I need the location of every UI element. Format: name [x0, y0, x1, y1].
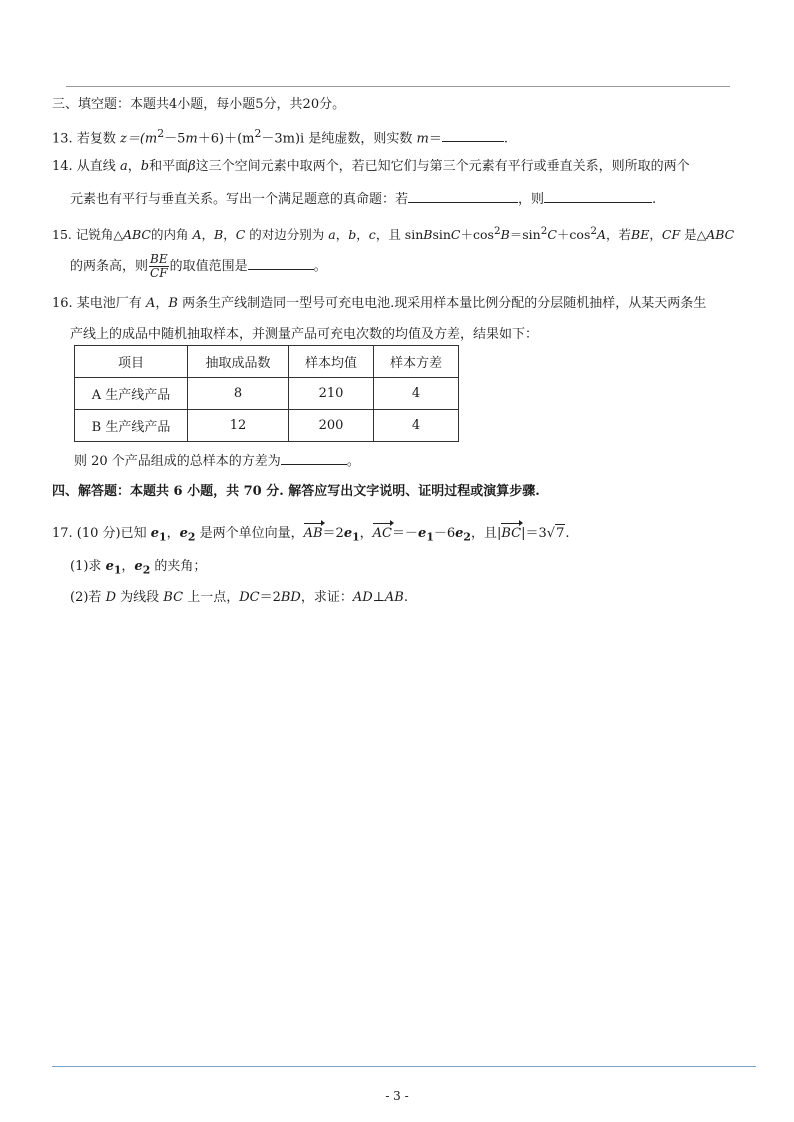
- q17-math: e: [343, 526, 353, 541]
- question-17-part2: [70, 589, 408, 607]
- q17-math: DC: [239, 590, 260, 605]
- q15-math: B: [500, 227, 510, 243]
- q15-math: B: [423, 227, 433, 243]
- q17-math: ＝－: [392, 526, 419, 541]
- q17-math: AB: [384, 590, 404, 605]
- table-header-row: [75, 346, 459, 378]
- q17-text: (2)若: [70, 590, 102, 605]
- footer-rule: [52, 1066, 756, 1067]
- q14-math: b: [140, 159, 150, 174]
- question-15-line1: [52, 222, 734, 244]
- q15-frac-denominator: CF: [150, 266, 168, 280]
- section3-heading: [52, 96, 345, 114]
- q15-math: ABC: [122, 227, 151, 243]
- section4-heading-text: 四、解答题：本题共 6 小题，共 70 分. 解答应写出文字说明、证明过程或演算步骤.: [52, 484, 540, 499]
- q17-math: BC: [163, 590, 184, 605]
- q15-math: C: [547, 227, 557, 243]
- q15-math: a: [328, 227, 336, 243]
- q17-math: AD: [352, 590, 373, 605]
- table-row: [75, 378, 459, 410]
- table-cell: A 生产线产品: [75, 378, 188, 410]
- q17-text: ，: [166, 526, 180, 541]
- q13-number: 13.: [52, 131, 73, 147]
- q17-math: |＝3: [521, 526, 547, 541]
- q17-math: BD: [280, 590, 301, 605]
- q17-sub: 1: [159, 530, 167, 544]
- q17-text: ，: [359, 526, 373, 541]
- q15-answer-blank[interactable]: [248, 257, 314, 270]
- q14-math: a: [119, 159, 128, 174]
- q17-end: .: [403, 590, 408, 605]
- question-17-line1: [52, 524, 569, 547]
- q17-math: e: [179, 526, 188, 541]
- q16-answer-blank[interactable]: [281, 452, 347, 465]
- table-cell: 4: [374, 378, 459, 410]
- question-14-line2: [70, 190, 656, 209]
- q16-end: 。: [346, 454, 360, 469]
- q17-sub: 2: [463, 530, 471, 544]
- q13-answer-blank[interactable]: [442, 129, 504, 142]
- q14-text: ，则: [518, 192, 545, 207]
- sqrt-sign: √: [546, 526, 556, 541]
- q16-text: ，: [155, 296, 169, 311]
- q17-sub: 2: [187, 530, 196, 544]
- table-cell: 8: [188, 378, 289, 410]
- q13-math: ＋6)＋(m: [197, 131, 255, 147]
- q13-math: m: [185, 131, 198, 147]
- question-16-line2: [70, 326, 538, 344]
- q16-text: 两条生产线制造同一型号可充电电池.现采用样本量比例分配的分层随机抽样，从某天两条生: [182, 296, 707, 311]
- q13-text: －3m)i 是纯虚数，则实数: [261, 131, 413, 147]
- perpendicular-symbol: ⊥: [372, 590, 385, 605]
- table-cell: B 生产线产品: [75, 410, 188, 442]
- q17-math: e: [150, 526, 160, 541]
- q15-math: B: [214, 227, 224, 243]
- q15-math: sin: [432, 227, 451, 243]
- q17-sub: 2: [142, 563, 151, 577]
- table-cell: 12: [188, 410, 289, 442]
- question-15-line2: [70, 253, 327, 280]
- q13-end: .: [503, 131, 508, 147]
- q17-text: 17. (10 分)已知: [52, 526, 147, 541]
- q15-math: ABC: [706, 227, 735, 243]
- q14-text: ，: [127, 159, 141, 174]
- vector-AC: AC: [372, 526, 393, 541]
- sqrt-radicand: 7: [556, 526, 565, 541]
- q15-text: ，若: [606, 227, 632, 243]
- q17-text: (1)求: [70, 559, 102, 574]
- q15-text: ，且 sin: [375, 227, 424, 243]
- q15-text: ，: [223, 227, 236, 243]
- q15-end: 。: [313, 259, 327, 274]
- q15-math: BE: [631, 227, 650, 243]
- q15-sup: 2: [493, 225, 501, 237]
- q15-text: 的取值范围是: [169, 259, 248, 274]
- q17-math: e: [105, 559, 114, 574]
- q13-math: －5: [164, 131, 186, 147]
- q15-text: 的两条高，则: [70, 259, 149, 274]
- question-17-part1: [70, 558, 206, 580]
- q16-math: A: [145, 296, 156, 311]
- question-14-line1: [52, 158, 690, 176]
- q14-text: 这三个空间元素中取两个，若已知它们与第三个元素有平行或垂直关系，则所取的两个: [195, 159, 690, 174]
- question-13: [52, 125, 508, 148]
- q13-math: ＝: [428, 131, 442, 147]
- q15-text: 15. 记锐角△: [52, 227, 123, 243]
- q17-math: e: [418, 526, 427, 541]
- q15-frac-numerator: BE: [150, 252, 168, 266]
- section3-heading-text: 三、填空题：本题共4小题，每小题5分，共20分。: [52, 97, 346, 112]
- table-header-cell: 项目: [75, 346, 188, 378]
- q17-math: e: [134, 559, 143, 574]
- vector-AB: AB: [303, 526, 323, 541]
- q15-math: ＝sin: [509, 227, 541, 243]
- page-number: - 3 -: [385, 1089, 409, 1103]
- q15-math: ＋cos: [460, 227, 494, 243]
- q17-text: ，求证：: [300, 590, 353, 605]
- q13-sup: 2: [254, 127, 262, 140]
- q15-fraction: [149, 253, 169, 280]
- q15-sup: 2: [540, 225, 548, 237]
- q15-sup: 2: [590, 225, 597, 237]
- q17-text: 为线段: [120, 590, 160, 605]
- q17-sub: 1: [352, 530, 360, 544]
- q17-end: .: [565, 526, 570, 541]
- header-rule: [66, 86, 730, 87]
- q14-end: .: [652, 192, 657, 207]
- q14-text: 14. 从直线: [52, 159, 116, 174]
- q15-math: A: [597, 227, 607, 243]
- q17-math: －6: [433, 526, 456, 541]
- q17-text: ，且|: [470, 526, 502, 541]
- q14-answer-blank-2[interactable]: [544, 190, 652, 203]
- q16-text: 则 20 个产品组成的总样本的方差为: [74, 454, 281, 469]
- q17-math: ＝2: [259, 590, 281, 605]
- q17-math: D: [105, 590, 116, 605]
- q14-text: 和平面: [149, 159, 189, 174]
- q17-sub: 1: [113, 563, 122, 577]
- q16-text: 16. 某电池厂有: [52, 296, 142, 311]
- q15-math: C: [450, 227, 461, 243]
- q13-sup: 2: [157, 127, 165, 140]
- q14-text: 元素也有平行与垂直关系。写出一个满足题意的真命题：若: [70, 192, 409, 207]
- q15-text: 的内角: [150, 227, 189, 243]
- q17-sub: 1: [426, 530, 434, 544]
- q17-text: ，: [121, 559, 135, 574]
- q15-text: ，: [201, 227, 215, 243]
- q16-data-table: [74, 345, 459, 442]
- q14-math: β: [188, 159, 196, 174]
- q16-math: B: [168, 296, 178, 311]
- table-header-cell: 抽取成品数: [188, 346, 289, 378]
- q16-text: 产线上的成品中随机抽取样本，并测量产品可充电次数的均值及方差，结果如下：: [70, 327, 539, 342]
- table-header-cell: 样本方差: [374, 346, 459, 378]
- q14-answer-blank-1[interactable]: [408, 190, 518, 203]
- q15-text: ，: [335, 227, 349, 243]
- q15-text: ，: [356, 227, 369, 243]
- q15-text: 是△: [684, 227, 707, 243]
- q17-math: e: [455, 526, 464, 541]
- q15-text: 的对边分别为: [249, 227, 325, 243]
- table-cell: 200: [289, 410, 374, 442]
- q15-math: CF: [661, 227, 681, 243]
- question-16-line1: [52, 295, 706, 313]
- q15-text: ，: [649, 227, 662, 243]
- q13-math: m: [416, 131, 429, 147]
- table-cell: 210: [289, 378, 374, 410]
- table-cell: 4: [374, 410, 459, 442]
- q17-math: ＝2: [322, 526, 344, 541]
- question-16-line3: [74, 452, 360, 471]
- vector-BC: BC: [501, 526, 522, 541]
- q17-text: 上一点，: [187, 590, 240, 605]
- q15-math: b: [348, 227, 357, 243]
- q15-math: A: [192, 227, 202, 243]
- q15-math: c: [368, 227, 376, 243]
- q13-math: z＝(m: [119, 131, 158, 147]
- q13-text: 若复数: [76, 131, 116, 147]
- q17-text: 是两个单位向量，: [199, 526, 304, 541]
- table-header-cell: 样本均值: [289, 346, 374, 378]
- section4-heading: [52, 483, 540, 501]
- q15-math: C: [235, 227, 246, 243]
- q15-math: ＋cos: [556, 227, 591, 243]
- q17-text: 的夹角；: [154, 559, 207, 574]
- table-row: [75, 410, 459, 442]
